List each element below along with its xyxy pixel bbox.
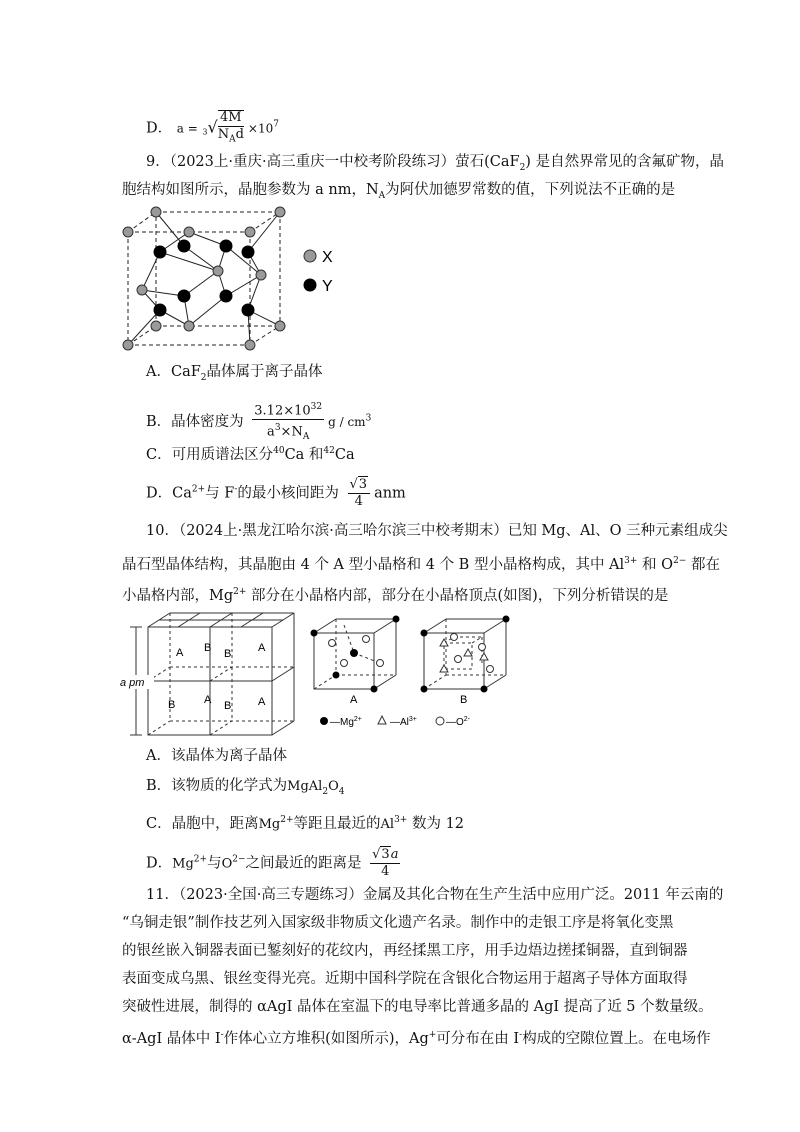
q9-option-b: B．晶体密度为 $\frac{3.12\times 10^{32}}{a^3\times N_A}$ g / $cm^3$ — [146, 402, 372, 443]
formula-lhs: a = — [176, 121, 198, 136]
question-number: 9． — [146, 154, 170, 170]
subcell-label: A — [258, 696, 266, 708]
subcell-b-label: B — [460, 694, 468, 706]
root-index: 3 — [202, 127, 208, 137]
y-legend-icon — [304, 279, 317, 292]
side-length-label: a pm — [120, 677, 145, 689]
option-label: D． — [146, 120, 173, 137]
q10-option-d: D．$Mg^{2+}$与$O^{2-}$之间最近的距离是 $\frac{√3a}{4}$ — [146, 847, 399, 879]
q10-option-a: A．该晶体为离子晶体 — [146, 748, 287, 764]
al-legend-icon — [378, 716, 386, 724]
nearest-distance-fraction: $\frac{√3a}{4}$ — [372, 847, 399, 879]
q11-line3: 的银丝嵌入铜器表面已錾刻好的花纹内，再经揉黑工序，用手边焐边搓揉铜器，直到铜器 — [122, 943, 688, 959]
o-legend-icon — [436, 717, 444, 725]
density-fraction: $\frac{3.12\times 10^{32}}{a^3\times N_A}$ — [254, 402, 323, 443]
q11-line2: “乌铜走银”制作技艺列入国家级非物质文化遗产名录。制作中的走银工序是将氧化变黑 — [122, 915, 674, 931]
q8-option-d — [146, 110, 279, 147]
q10-stem-line3: 小晶格内部，$Mg^{2+}$ 部分在小晶格内部，部分在小晶格顶点(如图)，下列分析错误的是 — [122, 587, 669, 604]
subcell-label: B — [168, 699, 176, 711]
al-legend-label: $—Al^{3+}$ — [390, 716, 417, 728]
legend-x-label: X — [322, 249, 333, 266]
x-legend-icon — [304, 250, 316, 262]
q9-stem-line1: 9．（2023上·重庆·高三重庆一中校考阶段练习）萤石(CaF$_2$) 是自然界常见的含氟矿物，晶 — [146, 154, 725, 173]
subcell-label: A — [204, 694, 212, 706]
subcell-a-label: A — [350, 694, 358, 706]
mg-legend-label: $—Mg^{2+}$ — [330, 716, 362, 728]
q10-stem-line2: 晶石型晶体结构，其晶胞由 4 个 A 型小晶格和 4 个 B 型小晶格构成，其中 $Al^{3+}$ 和 $O^{2-}$ 都在 — [122, 556, 720, 573]
q9-stem-line2: 胞结构如图所示，晶胞参数为 a nm，$N_A$为阿伏加德罗常数的值，下列说法不正确的是 — [122, 182, 676, 201]
subcell-label: B — [224, 700, 232, 712]
subcell-label: A — [258, 642, 266, 654]
legend-y-label: Y — [322, 278, 333, 295]
exponent: 7 — [273, 119, 279, 130]
q11-line4: 表面变成乌黑、银丝变得光亮。近期中国科学院在含银化合物运用于超离子导体方面取得 — [122, 971, 688, 987]
subcell-label: B — [224, 648, 232, 660]
subcell-label: B — [204, 642, 212, 654]
numerator: 4M — [218, 111, 244, 127]
q9-option-c: C．可用质谱法区分$^{40}$Ca 和$^{42}$Ca — [146, 446, 355, 463]
q11-line1: 11．（2023·全国·高三专题练习）金属及其化合物在生产生活中应用广泛。2011 年云南的 — [146, 887, 724, 903]
mg-legend-icon — [320, 717, 328, 725]
q10-option-c: C．晶胞中，距离$Mg^{2+}$等距且最近的$Al^{3+}$ 数为 12 — [146, 815, 465, 832]
times-power: ×10 — [247, 121, 274, 136]
radical-sign-icon: √ — [207, 117, 218, 137]
q9-option-d: D．$Ca^{2+}$与 F-的最小核间距为 $\frac{√3}{4}$ anm — [146, 477, 406, 509]
q11-line5: 突破性进展，制得的 αAgI 晶体在室温下的电导率比普通多晶的 AgI 提高了近 5 个数量级。 — [122, 999, 713, 1015]
q9-option-a: A．CaF$_2$晶体属于离子晶体 — [146, 364, 323, 383]
denominator: $N_Ad$ — [217, 127, 244, 145]
fluorite-unit-cell-figure — [118, 200, 358, 360]
distance-fraction: $\frac{√3}{4}$ — [348, 478, 371, 509]
radicand-fraction — [218, 110, 244, 147]
o-legend-label: $—O^{2-}$ — [446, 716, 471, 728]
subcell-label: A — [176, 647, 184, 659]
q11-line6: α-AgI 晶体中 I-作体心立方堆积(如图所示)，Ag+可分布在由 I-构成的空隙位置上。在电场作 — [122, 1030, 711, 1047]
q10-option-b: B．该物质的化学式为$MgAl_2O_4$ — [146, 778, 345, 797]
spinel-unit-cell-figure — [118, 605, 538, 740]
q10-stem-line1: 10．（2024上·黑龙江哈尔滨·高三哈尔滨三中校考期末）已知 Mg、Al、O 三种元素组成尖 — [146, 523, 728, 539]
